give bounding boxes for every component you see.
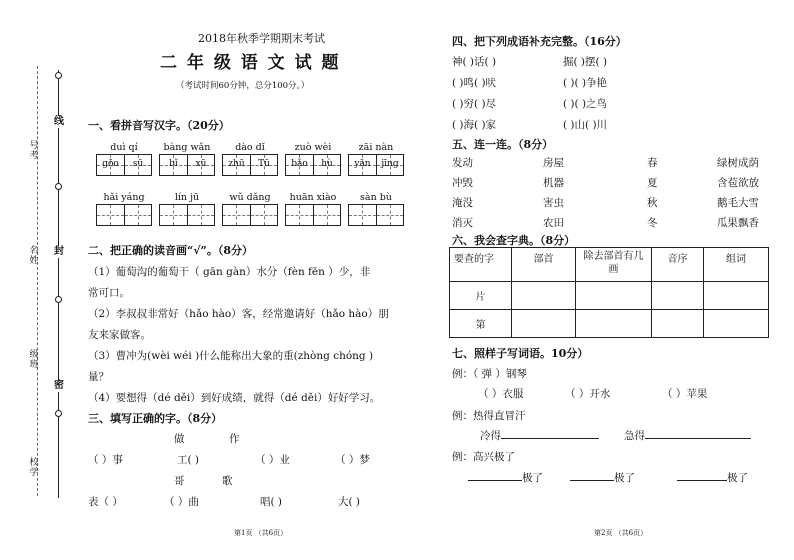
match-item[interactable]: 秋 bbox=[647, 197, 658, 209]
writing-square[interactable] bbox=[160, 205, 187, 225]
table-header: 除去部首有几画 bbox=[576, 248, 652, 282]
q7-example: 例：（ 弹 ）钢琴 bbox=[452, 368, 527, 380]
answer-line[interactable] bbox=[501, 429, 599, 439]
binding-char-mi: 密 bbox=[54, 380, 64, 391]
pinyin-label: zāi nàn bbox=[358, 142, 394, 153]
q3-blank[interactable]: （ ）曲 bbox=[164, 496, 199, 508]
square-text: hù bbox=[321, 159, 333, 169]
writing-square[interactable] bbox=[313, 155, 340, 175]
exam-name: 2018年秋季学期期末考试 bbox=[198, 32, 325, 45]
binding-hole bbox=[55, 410, 62, 417]
match-item[interactable]: 消灭 bbox=[452, 217, 473, 229]
q7-blank[interactable]: （ ）苹果 bbox=[662, 388, 708, 400]
writing-box[interactable] bbox=[159, 204, 215, 226]
table-cell[interactable] bbox=[576, 310, 652, 338]
q2-item: （1）葡萄沟的葡萄干（ gān gàn）水分（fèn fēn ）少，非 bbox=[88, 266, 371, 278]
writing-square[interactable] bbox=[349, 155, 376, 175]
q4-item[interactable]: 神( )话( ) bbox=[452, 56, 497, 68]
match-item[interactable]: 鹅毛大雪 bbox=[717, 197, 759, 209]
q3-char: 做 bbox=[174, 433, 185, 445]
footer-left: 第1页 （共6页） bbox=[234, 529, 288, 537]
writing-box[interactable] bbox=[96, 154, 152, 176]
q3-blank[interactable]: （ ）梦 bbox=[335, 454, 370, 466]
square-text: bǎo bbox=[291, 159, 308, 169]
match-item[interactable]: 发动 bbox=[452, 157, 473, 169]
match-item[interactable]: 淹没 bbox=[452, 197, 473, 209]
square-text: zhū bbox=[228, 159, 245, 169]
writing-box[interactable] bbox=[222, 204, 278, 226]
pinyin-label: duì qí bbox=[110, 142, 138, 153]
q2-item: 常可口。 bbox=[88, 287, 130, 299]
page-title: 二 年 级 语 文 试 题 bbox=[160, 53, 341, 73]
q3-heading: 三、填写正确的字。（8分） bbox=[88, 412, 223, 425]
binding-hole bbox=[55, 72, 62, 79]
q7-fill-label: 极了 bbox=[727, 472, 748, 484]
binding-char-xian: 线 bbox=[54, 116, 64, 127]
pinyin-label: huān xiào bbox=[289, 192, 337, 203]
q3-blank[interactable]: （ ）业 bbox=[255, 454, 290, 466]
q7-example: 例：高兴极了 bbox=[452, 451, 515, 463]
binding-char-feng: 封 bbox=[54, 246, 64, 257]
q4-item[interactable]: ( )( )争艳 bbox=[563, 77, 608, 89]
pinyin-label: bàng wǎn bbox=[163, 142, 211, 153]
table-cell: 第 bbox=[450, 310, 512, 338]
dictionary-table bbox=[449, 247, 769, 338]
table-header: 音序 bbox=[652, 248, 704, 282]
writing-square[interactable] bbox=[187, 205, 214, 225]
writing-square[interactable] bbox=[250, 155, 277, 175]
writing-box[interactable] bbox=[159, 154, 215, 176]
table-cell[interactable] bbox=[512, 310, 576, 338]
q7-fill[interactable] bbox=[624, 428, 751, 443]
pinyin-label: sàn bù bbox=[360, 192, 392, 203]
match-item[interactable]: 冬 bbox=[647, 217, 658, 229]
table-cell[interactable] bbox=[652, 282, 704, 310]
pinyin-label: dào dǐ bbox=[235, 142, 265, 153]
square-text: gōo bbox=[102, 159, 119, 169]
label-school: 校学 bbox=[29, 458, 39, 478]
table-header: 要查的字 bbox=[450, 248, 512, 282]
answer-line[interactable] bbox=[468, 471, 522, 481]
binding-hole bbox=[55, 296, 62, 303]
q4-item[interactable]: 掘( )摆( ) bbox=[563, 56, 608, 68]
q7-fill[interactable] bbox=[677, 470, 748, 485]
label-exam-number: 号考 bbox=[29, 141, 39, 161]
table-cell[interactable] bbox=[704, 282, 769, 310]
table-header: 组词 bbox=[704, 248, 769, 282]
table-cell[interactable] bbox=[576, 282, 652, 310]
q2-item: （4）要想得（dé děi）到好成绩，就得（dé děi）好好学习。 bbox=[88, 392, 381, 404]
pinyin-label: lín jū bbox=[174, 192, 200, 203]
writing-box[interactable] bbox=[285, 154, 341, 176]
q3-blank[interactable]: 唱( ) bbox=[260, 496, 283, 508]
writing-square[interactable] bbox=[313, 205, 340, 225]
writing-square[interactable] bbox=[223, 155, 250, 175]
table-cell[interactable] bbox=[512, 282, 576, 310]
q3-blank[interactable]: 表（ ） bbox=[88, 496, 123, 508]
square-text: yān bbox=[354, 159, 371, 169]
writing-square[interactable] bbox=[124, 155, 151, 175]
answer-line[interactable] bbox=[570, 471, 614, 481]
q7-blank[interactable]: （ ）开水 bbox=[565, 388, 611, 400]
q4-item[interactable]: ( )( )之鸟 bbox=[563, 98, 608, 110]
q3-char: 歌 bbox=[222, 475, 233, 487]
match-item[interactable]: 害虫 bbox=[543, 197, 564, 209]
match-item[interactable]: 冲毁 bbox=[452, 177, 473, 189]
q7-heading: 七、照样子写词语。10分） bbox=[452, 347, 589, 360]
writing-square[interactable] bbox=[187, 155, 214, 175]
q2-item: 量？ bbox=[88, 371, 109, 383]
pinyin-label: hǎi yáng bbox=[103, 192, 145, 203]
table-cell[interactable] bbox=[704, 310, 769, 338]
binding-line bbox=[58, 70, 59, 498]
square-text: sū bbox=[132, 159, 144, 169]
q7-fill[interactable] bbox=[468, 470, 543, 485]
square-text: xū bbox=[195, 159, 207, 169]
label-class: 级班 bbox=[29, 350, 39, 370]
q2-item: 友来家做客。 bbox=[88, 329, 151, 341]
table-cell[interactable] bbox=[652, 310, 704, 338]
writing-square[interactable] bbox=[376, 155, 403, 175]
q6-heading: 六、我会查字典。（8分） bbox=[452, 234, 576, 247]
exam-note: （考试时间60分钟，总分100分。） bbox=[176, 81, 310, 91]
label-name: 名姓 bbox=[29, 246, 39, 266]
q4-item[interactable]: ( )穷( )尽 bbox=[452, 98, 497, 110]
answer-line[interactable] bbox=[645, 429, 751, 439]
q2-heading: 二、把正确的读音画“√”。（8分） bbox=[88, 244, 254, 257]
writing-box[interactable] bbox=[285, 204, 341, 226]
writing-box[interactable] bbox=[222, 154, 278, 176]
table-cell: 片 bbox=[450, 282, 512, 310]
pinyin-label: wǔ dǎng bbox=[229, 192, 271, 203]
q3-blank[interactable]: 大( ) bbox=[338, 496, 361, 508]
writing-box[interactable] bbox=[348, 204, 404, 226]
writing-box[interactable] bbox=[348, 154, 404, 176]
writing-square[interactable] bbox=[223, 205, 250, 225]
match-item[interactable]: 机器 bbox=[543, 177, 564, 189]
writing-square[interactable] bbox=[286, 155, 313, 175]
q5-heading: 五、连一连。（8分） bbox=[452, 138, 554, 151]
binding-hole bbox=[55, 183, 62, 190]
q7-example: 例：热得直冒汗 bbox=[452, 410, 526, 422]
writing-square[interactable] bbox=[97, 155, 124, 175]
writing-square[interactable] bbox=[97, 205, 124, 225]
writing-square[interactable] bbox=[376, 205, 403, 225]
writing-square[interactable] bbox=[286, 205, 313, 225]
match-item[interactable]: 房屋 bbox=[543, 157, 564, 169]
q3-char: 哥 bbox=[174, 475, 185, 487]
q7-fill-label: 急得 bbox=[624, 430, 645, 442]
q3-char: 作 bbox=[229, 433, 240, 445]
square-text: Tū bbox=[258, 159, 270, 169]
q4-item[interactable]: ( )海( )家 bbox=[452, 119, 497, 131]
match-item[interactable]: 春 bbox=[647, 157, 658, 169]
q3-blank[interactable]: 工( ) bbox=[177, 454, 200, 466]
q4-item[interactable]: ( )鸣( )吠 bbox=[452, 77, 497, 89]
q2-item: （3）曹冲为(wèi wéi )什么能称出大象的重(zhòng chóng ) bbox=[88, 350, 374, 362]
writing-square[interactable] bbox=[250, 205, 277, 225]
footer-right: 第2页 （共6页） bbox=[594, 529, 648, 537]
q4-heading: 四、把下列成语补充完整。（16分） bbox=[452, 35, 627, 48]
q7-fill[interactable] bbox=[570, 470, 635, 485]
q4-item[interactable]: ( )山( )川 bbox=[563, 119, 608, 131]
table-header: 部首 bbox=[512, 248, 576, 282]
match-item[interactable]: 农田 bbox=[543, 217, 564, 229]
q7-fill-label: 极了 bbox=[522, 472, 543, 484]
pinyin-label: zuò wèi bbox=[294, 142, 332, 153]
table-row bbox=[450, 310, 769, 338]
writing-box[interactable] bbox=[96, 204, 152, 226]
match-item[interactable]: 夏 bbox=[647, 177, 658, 189]
q1-heading: 一、看拼音写汉字。（20分） bbox=[88, 119, 230, 132]
match-item[interactable]: 绿树成荫 bbox=[717, 157, 759, 169]
square-text: jīng bbox=[381, 159, 399, 169]
square-text: bǐ bbox=[169, 159, 178, 169]
cut-line bbox=[37, 66, 38, 496]
q3-blank[interactable]: （ ）事 bbox=[88, 454, 123, 466]
q7-fill-label: 极了 bbox=[614, 472, 635, 484]
q7-fill-label: 冷得 bbox=[480, 430, 501, 442]
q2-item: （2）李叔叔非常好（hǎo hào）客，经常邀请好（hǎo hào）朋 bbox=[88, 308, 389, 320]
answer-line[interactable] bbox=[677, 471, 727, 481]
q7-fill[interactable] bbox=[480, 428, 599, 443]
writing-square[interactable] bbox=[349, 205, 376, 225]
writing-square[interactable] bbox=[124, 205, 151, 225]
table-row bbox=[450, 282, 769, 310]
match-item[interactable]: 瓜果飘香 bbox=[717, 217, 759, 229]
writing-square[interactable] bbox=[160, 155, 187, 175]
q7-blank[interactable]: （ ）衣服 bbox=[478, 388, 524, 400]
match-item[interactable]: 含苞欲放 bbox=[717, 177, 759, 189]
